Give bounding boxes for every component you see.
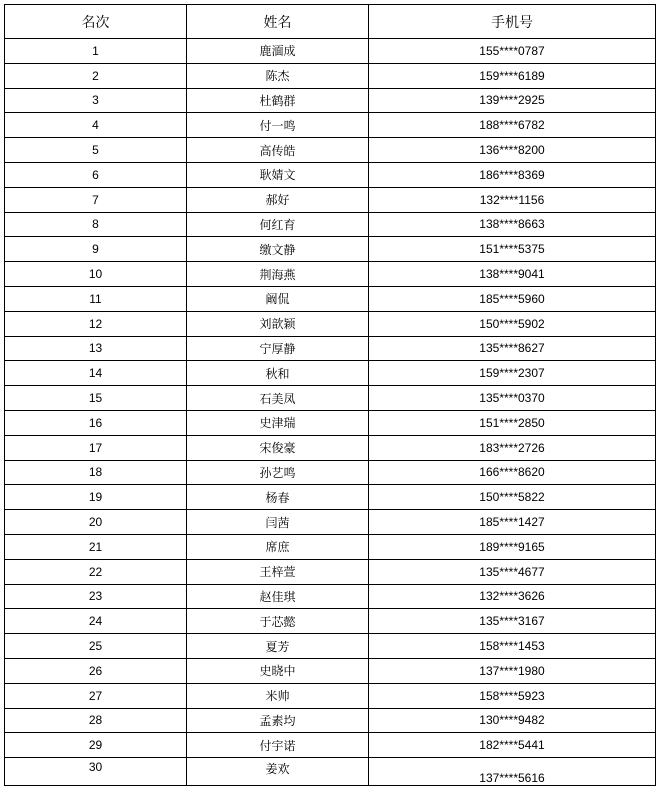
table-row [5,262,656,287]
rank-cell: 28 [5,708,187,733]
table-row [5,485,656,510]
name-cell: 秋和 [187,361,369,386]
table-row [5,212,656,237]
phone-cell: 166****8620 [369,460,656,485]
rank-cell: 2 [5,63,187,88]
rank-cell: 17 [5,435,187,460]
table-row [5,708,656,733]
table-body [5,39,656,786]
phone-cell: 137****5616 [369,758,656,786]
phone-cell: 135****8627 [369,336,656,361]
phone-cell: 185****1427 [369,510,656,535]
name-cell: 席庶 [187,534,369,559]
name-cell: 付一鸣 [187,113,369,138]
table-row [5,162,656,187]
phone-cell: 159****2307 [369,361,656,386]
table-row [5,410,656,435]
header-name: 姓名 [187,5,369,39]
phone-cell: 150****5822 [369,485,656,510]
rank-cell: 15 [5,386,187,411]
rank-cell: 19 [5,485,187,510]
name-cell: 荆海燕 [187,262,369,287]
name-cell: 石美凤 [187,386,369,411]
rank-cell: 22 [5,559,187,584]
table-row [5,88,656,113]
name-cell: 何红育 [187,212,369,237]
table-row [5,336,656,361]
phone-cell: 158****5923 [369,683,656,708]
name-cell: 刘歆颖 [187,311,369,336]
phone-cell: 159****6189 [369,63,656,88]
phone-cell: 188****6782 [369,113,656,138]
table-row [5,534,656,559]
ranking-table [4,4,656,786]
table-row [5,63,656,88]
phone-cell: 135****3167 [369,609,656,634]
table-row [5,386,656,411]
rank-cell: 10 [5,262,187,287]
name-cell: 米帅 [187,683,369,708]
table-row [5,559,656,584]
phone-cell: 182****5441 [369,733,656,758]
name-cell: 鹿湎成 [187,39,369,64]
table-row [5,758,656,786]
rank-cell: 26 [5,658,187,683]
table-row [5,584,656,609]
phone-cell: 151****2850 [369,410,656,435]
phone-cell: 155****0787 [369,39,656,64]
rank-cell: 14 [5,361,187,386]
phone-cell: 136****8200 [369,138,656,163]
name-cell: 于芯懿 [187,609,369,634]
name-cell: 阚侃 [187,286,369,311]
name-cell: 王梓萱 [187,559,369,584]
phone-cell: 138****8663 [369,212,656,237]
rank-cell: 8 [5,212,187,237]
table-row [5,138,656,163]
phone-cell: 139****2925 [369,88,656,113]
rank-cell: 3 [5,88,187,113]
name-cell: 闫茜 [187,510,369,535]
rank-cell: 24 [5,609,187,634]
header-phone: 手机号 [369,5,656,39]
phone-cell: 186****8369 [369,162,656,187]
name-cell: 赵佳琪 [187,584,369,609]
rank-cell: 23 [5,584,187,609]
table-row [5,39,656,64]
name-cell: 付宇诺 [187,733,369,758]
rank-cell: 30 [5,758,187,786]
table-header [5,5,656,39]
table-row [5,237,656,262]
name-cell: 史晓中 [187,658,369,683]
rank-cell: 4 [5,113,187,138]
name-cell: 史津瑞 [187,410,369,435]
rank-cell: 11 [5,286,187,311]
header-row [5,5,656,39]
phone-cell: 189****9165 [369,534,656,559]
phone-cell: 132****3626 [369,584,656,609]
table-row [5,460,656,485]
phone-cell: 183****2726 [369,435,656,460]
table-row [5,658,656,683]
rank-cell: 13 [5,336,187,361]
rank-cell: 16 [5,410,187,435]
rank-cell: 7 [5,187,187,212]
phone-cell: 137****1980 [369,658,656,683]
name-cell: 宁厚静 [187,336,369,361]
rank-cell: 27 [5,683,187,708]
table-row [5,609,656,634]
phone-cell: 185****5960 [369,286,656,311]
name-cell: 夏芳 [187,634,369,659]
name-cell: 宋俊豪 [187,435,369,460]
rank-cell: 5 [5,138,187,163]
rank-cell: 6 [5,162,187,187]
table-row [5,113,656,138]
table-row [5,311,656,336]
phone-cell: 138****9041 [369,262,656,287]
name-cell: 郝好 [187,187,369,212]
rank-cell: 9 [5,237,187,262]
table-row [5,634,656,659]
phone-cell: 150****5902 [369,311,656,336]
name-cell: 杨春 [187,485,369,510]
rank-cell: 29 [5,733,187,758]
table-row [5,510,656,535]
table-row [5,683,656,708]
phone-cell: 135****4677 [369,559,656,584]
rank-cell: 25 [5,634,187,659]
name-cell: 耿婧文 [187,162,369,187]
phone-cell: 158****1453 [369,634,656,659]
rank-cell: 18 [5,460,187,485]
table-row [5,361,656,386]
name-cell: 缴文静 [187,237,369,262]
name-cell: 陈杰 [187,63,369,88]
name-cell: 孟素均 [187,708,369,733]
phone-cell: 135****0370 [369,386,656,411]
name-cell: 孙艺鸣 [187,460,369,485]
name-cell: 高传皓 [187,138,369,163]
table-row [5,286,656,311]
table-row [5,187,656,212]
table-row [5,733,656,758]
rank-cell: 21 [5,534,187,559]
name-cell: 杜鹤群 [187,88,369,113]
rank-cell: 1 [5,39,187,64]
table-row [5,435,656,460]
rank-cell: 20 [5,510,187,535]
phone-cell: 132****1156 [369,187,656,212]
phone-cell: 151****5375 [369,237,656,262]
phone-cell: 130****9482 [369,708,656,733]
rank-cell: 12 [5,311,187,336]
header-rank: 名次 [5,5,187,39]
name-cell: 姜欢 [187,758,369,786]
